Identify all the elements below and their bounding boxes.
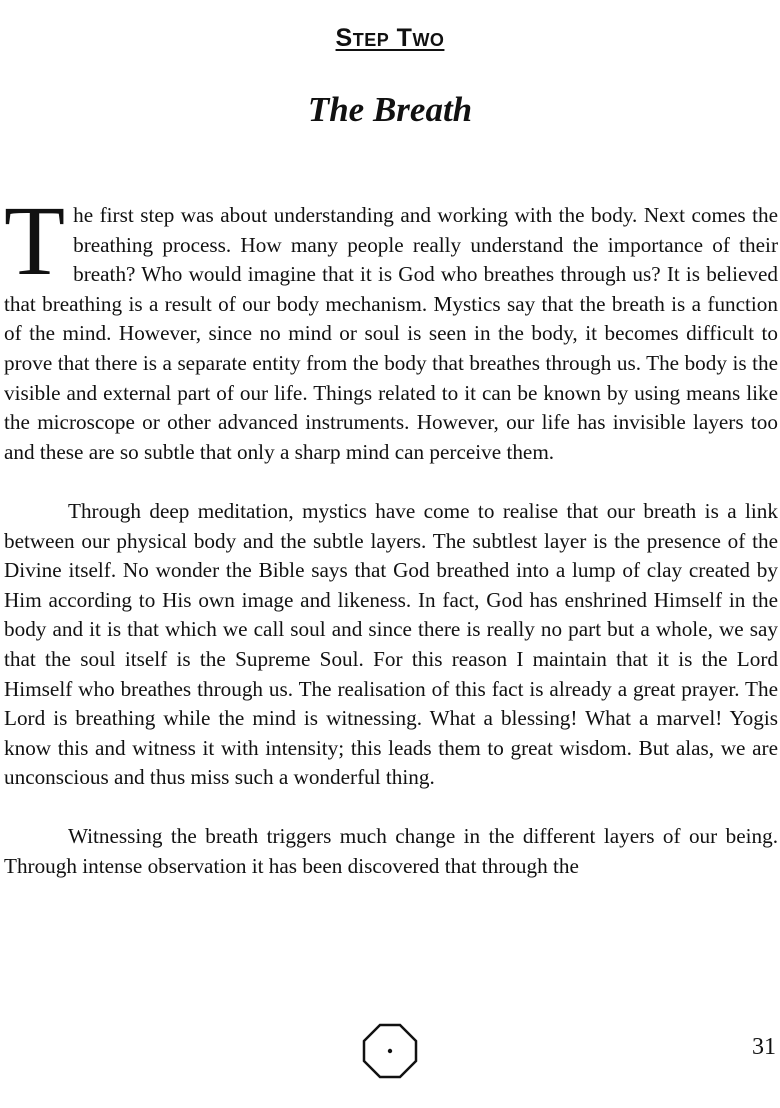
body-text <box>4 185 778 882</box>
paragraph-3: Witnessing the breath triggers much change in the different layers of our being. Through intense observation it has been discovered that through the <box>4 824 778 879</box>
octagon-dot-icon <box>361 1022 419 1080</box>
paragraph-1 <box>4 185 778 467</box>
chapter-title: The Breath <box>307 90 473 129</box>
page-number: 31 <box>752 1034 776 1060</box>
drop-cap: T <box>4 185 66 296</box>
step-label: Step Two <box>335 24 445 52</box>
paragraph-1-text: he first step was about understanding and working with the body. Next comes the breathing process. How many people really understand the importance of their breath? Who would imagine that it is God who breathes through us? It is believed that breathing is a result of our body mechanism. Mystics say that the breath is a function of the mind. However, since no mind or soul is seen in the body, it becomes difficult to prove that there is a separate entity from the body that breathes through us. The body is the visible and external part of our life. Things related to it can be known by using means like the microscope or other advanced instruments. However, our life has invisible layers too and these are so subtle that only a sharp mind can perceive them. <box>4 203 778 464</box>
paragraph-2: Through deep meditation, mystics have come to realise that our breath is a link between our physical body and the subtle layers. The subtlest layer is the presence of the Divine itself. No wonder the Bible says that God breathed into a lump of clay created by Him according to His own image and likeness. In fact, God has enshrined Himself in the body and it is that which we call soul and since there is really no part but a whole, we say that the soul itself is the Supreme Soul. For this reason I maintain that it is the Lord Himself who breathes through us. The realisation of this fact is already a great prayer. The Lord is breathing while the mind is witnessing. What a blessing! What a marvel! Yogis know this and witness it with intensity; this leads them to great wisdom. But alas, we are unconscious and thus miss such a wonderful thing. <box>4 498 778 790</box>
